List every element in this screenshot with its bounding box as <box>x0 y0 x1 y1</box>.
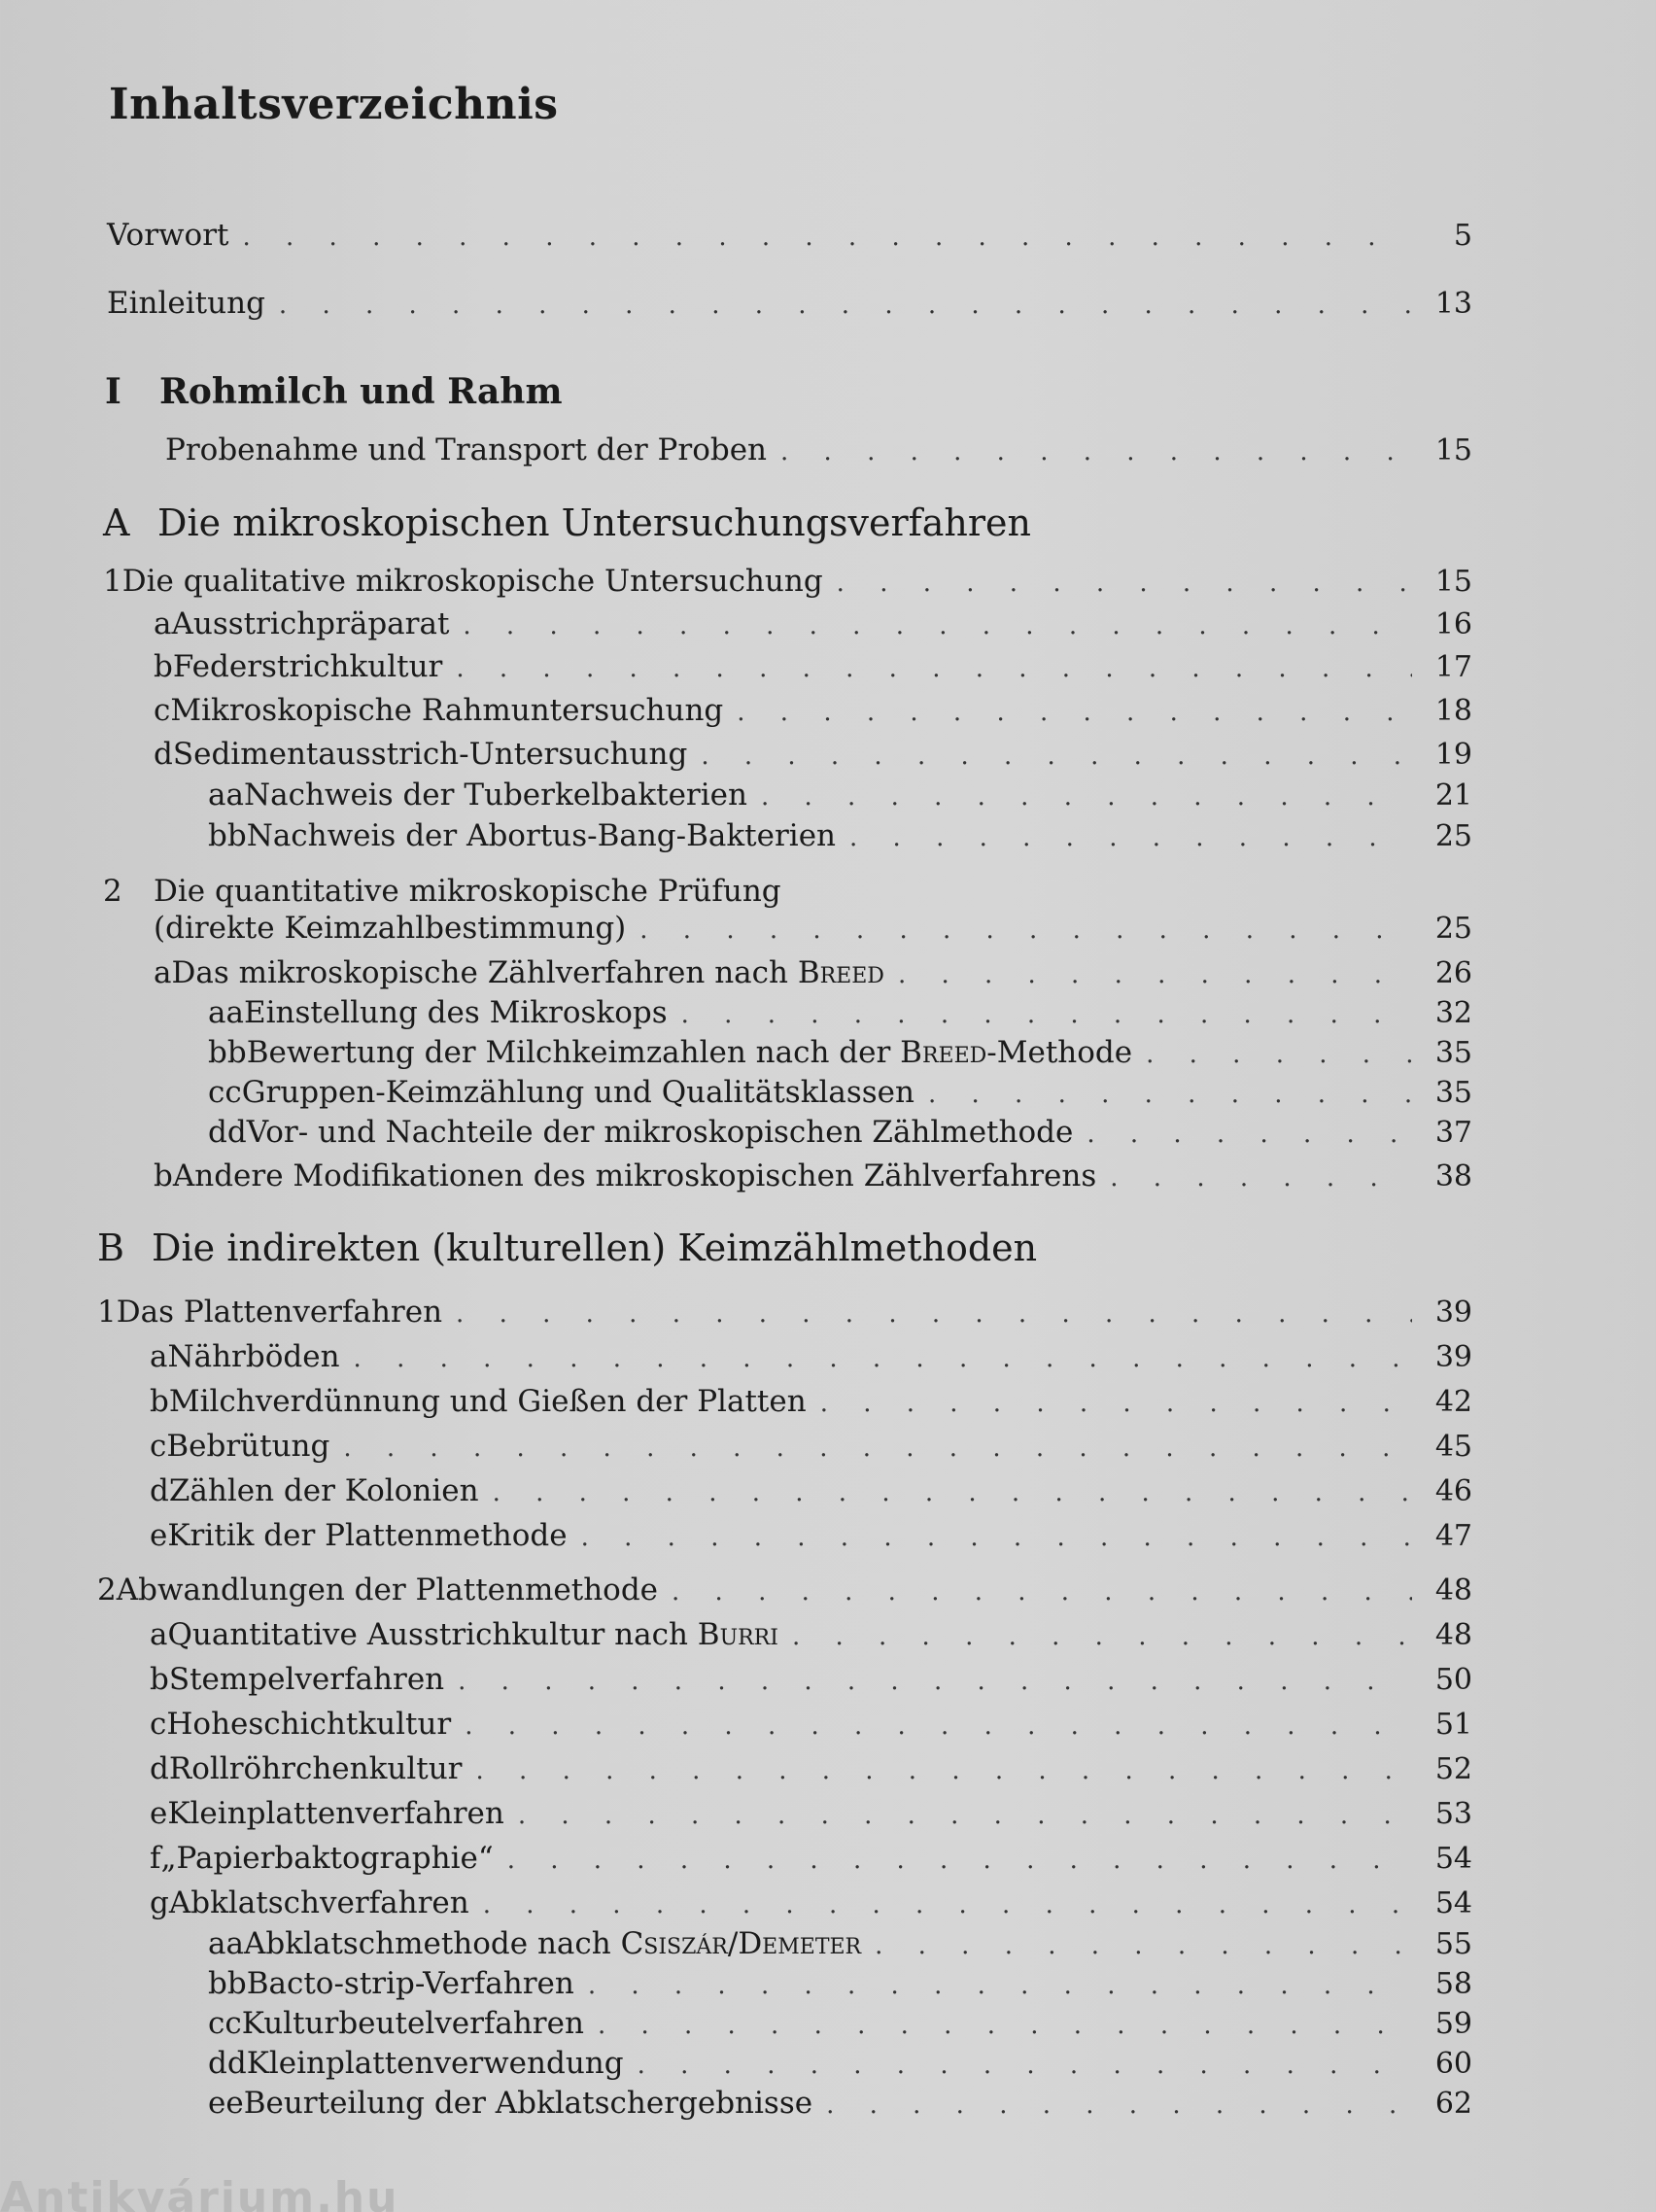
toc-entry-b2g-ee[interactable] <box>208 2084 1472 2125</box>
section-heading-b <box>97 1227 1037 1269</box>
entry-number: cc <box>208 2006 242 2041</box>
chapter-title: Rohmilch und Rahm <box>159 371 563 412</box>
toc-entry-a2-line1[interactable] <box>103 872 781 911</box>
leader-dots <box>243 218 1413 257</box>
toc-entry-a2b[interactable] <box>154 1157 1472 1197</box>
entry-page: 62 <box>1434 2087 1472 2121</box>
entry-number: ee <box>208 2086 244 2121</box>
entry-label: Gruppen-Keimzählung und Qualitätsklassen <box>241 1075 914 1110</box>
toc-entry-b2g-cc[interactable] <box>208 2004 1472 2045</box>
entry-number: 1 <box>103 564 122 599</box>
leader-dots <box>701 737 1412 776</box>
entry-label: Abklatschmethode nach <box>243 1926 621 1961</box>
entry-number: cc <box>208 1075 242 1110</box>
entry-page: 37 <box>1434 1116 1472 1150</box>
leader-dots <box>849 818 1412 857</box>
entry-page: 18 <box>1434 694 1472 728</box>
author-name: Csiszár/Demeter <box>620 1926 862 1961</box>
entry-label: Bebrütung <box>166 1429 330 1464</box>
entry-page: 21 <box>1434 778 1472 812</box>
entry-number: b <box>150 1662 169 1697</box>
section-title: Die indirekten (kulturellen) Keimzählmethoden <box>152 1227 1038 1269</box>
entry-number: c <box>150 1707 167 1742</box>
toc-entry-b2c[interactable] <box>150 1705 1472 1745</box>
toc-entry-b1[interactable] <box>97 1293 1472 1333</box>
entry-page: 54 <box>1434 1886 1472 1920</box>
leader-dots <box>928 1075 1412 1114</box>
toc-entry-a2a-dd[interactable] <box>208 1113 1472 1154</box>
toc-entry-b2g-bb[interactable] <box>208 1964 1472 2005</box>
entry-page: 13 <box>1434 287 1472 321</box>
leader-dots <box>820 1384 1412 1423</box>
leader-dots <box>681 995 1412 1034</box>
toc-entry-b1c[interactable] <box>150 1427 1472 1468</box>
entry-page: 38 <box>1434 1159 1472 1193</box>
entry-label: „Papierbaktographie“ <box>160 1841 494 1876</box>
entry-number: 1 <box>97 1295 117 1330</box>
entry-label: Abklatschverfahren <box>168 1885 469 1920</box>
entry-label: Vorwort <box>107 218 229 253</box>
toc-entry-b2f[interactable] <box>150 1839 1472 1880</box>
leader-dots <box>465 1707 1412 1745</box>
entry-number: bb <box>208 818 247 853</box>
leader-dots <box>458 1662 1412 1701</box>
toc-entry-a1a[interactable] <box>154 605 1472 645</box>
leader-dots <box>639 911 1412 950</box>
entry-number: bb <box>208 1035 247 1070</box>
entry-number: 2 <box>103 874 122 909</box>
entry-label: (direkte Keimzahlbestimmung) <box>154 911 627 946</box>
entry-number: b <box>150 1384 169 1419</box>
toc-entry-a1d[interactable] <box>154 735 1472 776</box>
entry-label: Ausstrichpräparat <box>171 606 450 641</box>
entry-label: Abwandlungen der Plattenmethode <box>116 1573 659 1607</box>
entry-number: d <box>150 1473 169 1508</box>
entry-page: 58 <box>1434 1967 1472 2001</box>
entry-label: Einleitung <box>107 286 265 321</box>
leader-dots <box>476 1751 1412 1790</box>
leader-dots <box>875 1926 1412 1965</box>
entry-number: aa <box>208 1926 244 1961</box>
leader-dots <box>581 1518 1412 1557</box>
entry-label: Stempelverfahren <box>168 1662 445 1697</box>
leader-dots <box>518 1796 1412 1835</box>
entry-page: 26 <box>1434 956 1472 990</box>
author-name: Burri <box>697 1617 778 1652</box>
entry-page: 48 <box>1434 1618 1472 1652</box>
entry-page: 16 <box>1434 607 1472 641</box>
entry-number: e <box>150 1518 168 1553</box>
entry-number: c <box>154 693 171 728</box>
entry-page: 5 <box>1453 219 1472 253</box>
leader-dots <box>826 2086 1412 2125</box>
entry-page: 42 <box>1434 1385 1472 1419</box>
entry-label: Kulturbeutelverfahren <box>241 2006 584 2041</box>
entry-number: d <box>154 737 173 772</box>
entry-label: Hoheschichtkultur <box>166 1707 452 1742</box>
entry-label: Quantitative Ausstrichkultur nach <box>167 1617 698 1652</box>
entry-label: Probenahme und Transport der Proben <box>165 432 768 467</box>
entry-number: f <box>150 1841 161 1876</box>
entry-number: a <box>154 955 172 990</box>
entry-number: b <box>154 649 173 684</box>
leader-dots <box>837 564 1412 603</box>
section-number: A <box>103 501 130 544</box>
entry-label: Das Plattenverfahren <box>116 1295 443 1330</box>
entry-page: 15 <box>1434 565 1472 599</box>
entry-page: 48 <box>1434 1573 1472 1607</box>
entry-number: a <box>150 1339 168 1374</box>
leader-dots <box>898 955 1412 994</box>
entry-label: Nährböden <box>167 1339 340 1374</box>
entry-page: 46 <box>1434 1474 1472 1508</box>
entry-page: 55 <box>1434 1927 1472 1961</box>
leader-dots <box>588 1966 1412 2005</box>
toc-entry-a2a-cc[interactable] <box>208 1073 1472 1114</box>
entry-label: Andere Modifikationen des mikroskopischen Zählverfahrens <box>172 1158 1097 1193</box>
entry-label: Federstrichkultur <box>172 649 443 684</box>
page-title: Inhaltsverzeichnis <box>109 80 559 129</box>
entry-number: d <box>150 1751 169 1786</box>
entry-page: 35 <box>1434 1076 1472 1110</box>
leader-dots <box>483 1885 1412 1924</box>
entry-label: Einstellung des Mikroskops <box>243 995 668 1030</box>
entry-label: Sedimentausstrich-Untersuchung <box>172 737 688 772</box>
section-number: B <box>97 1227 124 1269</box>
author-name: Breed <box>900 1035 987 1070</box>
entry-label-suffix: -Methode <box>986 1035 1133 1070</box>
entry-label: Rollröhrchenkultur <box>168 1751 463 1786</box>
author-name: Breed <box>797 955 884 990</box>
entry-page: 52 <box>1434 1752 1472 1786</box>
entry-page: 53 <box>1434 1797 1472 1831</box>
toc-entry-b2g-dd[interactable] <box>208 2044 1472 2085</box>
entry-page: 59 <box>1434 2007 1472 2041</box>
toc-entry-b1b[interactable] <box>150 1382 1472 1423</box>
leader-dots <box>761 778 1412 816</box>
leader-dots <box>343 1429 1412 1468</box>
entry-label: Kritik der Plattenmethode <box>167 1518 568 1553</box>
toc-entry-a1b[interactable] <box>154 647 1472 688</box>
toc-entry-a1d-bb[interactable] <box>208 816 1472 857</box>
entry-number: c <box>150 1429 167 1464</box>
leader-dots <box>354 1339 1412 1378</box>
entry-number: a <box>150 1617 168 1652</box>
chapter-heading <box>105 371 563 412</box>
section-heading-a <box>103 501 1031 544</box>
toc-entry-vorwort[interactable] <box>107 216 1472 257</box>
entry-label: Vor- und Nachteile der mikroskopischen Zählmethode <box>246 1115 1074 1150</box>
entry-number: aa <box>208 995 244 1030</box>
entry-label: Kleinplattenverfahren <box>167 1796 504 1831</box>
entry-page: 25 <box>1434 819 1472 853</box>
entry-label: Milchverdünnung und Gießen der Platten <box>168 1384 807 1419</box>
entry-number: b <box>154 1158 173 1193</box>
leader-dots <box>780 432 1412 471</box>
watermark: Antikvárium.hu <box>0 2173 399 2212</box>
entry-label: Beurteilung der Abklatschergebnisse <box>243 2086 813 2121</box>
entry-page: 39 <box>1434 1340 1472 1374</box>
toc-entry-a1[interactable] <box>103 562 1472 603</box>
entry-page: 60 <box>1434 2047 1472 2081</box>
toc-entry-a2a-bb[interactable] <box>208 1033 1472 1074</box>
entry-number: a <box>154 606 172 641</box>
leader-dots <box>1087 1115 1412 1154</box>
entry-label: Das mikroskopische Zählverfahren nach <box>171 955 798 990</box>
entry-page: 25 <box>1434 912 1472 946</box>
toc-entry-b2d[interactable] <box>150 1749 1472 1790</box>
leader-dots <box>598 2006 1412 2045</box>
toc-entry-a2a[interactable] <box>154 953 1472 994</box>
entry-page: 45 <box>1434 1430 1472 1464</box>
toc-entry-b2g[interactable] <box>150 1884 1472 1924</box>
leader-dots <box>493 1473 1412 1512</box>
entry-number: bb <box>208 1966 247 2001</box>
toc-entry-b2[interactable] <box>97 1571 1472 1611</box>
entry-page: 51 <box>1434 1708 1472 1742</box>
leader-dots <box>1146 1035 1412 1074</box>
entry-number: e <box>150 1796 168 1831</box>
leader-dots <box>737 693 1412 732</box>
leader-dots <box>507 1841 1412 1880</box>
entry-page: 54 <box>1434 1842 1472 1876</box>
entry-label: Nachweis der Abortus-Bang-Bakterien <box>246 818 837 853</box>
entry-page: 15 <box>1434 433 1472 467</box>
entry-page: 47 <box>1434 1519 1472 1553</box>
entry-number: aa <box>208 778 244 812</box>
entry-number: dd <box>208 2046 247 2081</box>
toc-entry-a2-line2[interactable] <box>154 909 1472 950</box>
toc-entry-b2b[interactable] <box>150 1660 1472 1701</box>
chapter-number: I <box>105 371 121 412</box>
leader-dots <box>456 649 1412 688</box>
entry-page: 17 <box>1434 650 1472 684</box>
entry-page: 19 <box>1434 738 1472 772</box>
toc-entry-b2g-aa[interactable] <box>208 1924 1472 1965</box>
toc-entry-b1d[interactable] <box>150 1471 1472 1512</box>
leader-dots <box>279 286 1412 325</box>
toc-entry-a1c[interactable] <box>154 691 1472 732</box>
entry-page: 50 <box>1434 1663 1472 1697</box>
toc-entry-a2a-aa[interactable] <box>208 993 1472 1034</box>
entry-label: Nachweis der Tuberkelbakterien <box>243 778 747 812</box>
leader-dots <box>672 1573 1412 1611</box>
entry-label: Bacto-strip-Verfahren <box>246 1966 574 2001</box>
entry-label: Zählen der Kolonien <box>168 1473 479 1508</box>
section-title: Die mikroskopischen Untersuchungsverfahren <box>157 501 1031 544</box>
toc-entry-a1d-aa[interactable] <box>208 776 1472 816</box>
entry-page: 39 <box>1434 1296 1472 1330</box>
entry-page: 35 <box>1434 1036 1472 1070</box>
toc-entry-b2a[interactable] <box>150 1615 1472 1656</box>
entry-number: g <box>150 1885 169 1920</box>
leader-dots <box>1110 1158 1412 1197</box>
toc-entry-b1a[interactable] <box>150 1337 1472 1378</box>
toc-entry-b1e[interactable] <box>150 1516 1472 1557</box>
entry-label: Die quantitative mikroskopische Prüfung <box>154 874 781 909</box>
entry-number: dd <box>208 1115 247 1150</box>
entry-label: Mikroskopische Rahmuntersuchung <box>170 693 724 728</box>
leader-dots <box>456 1295 1412 1333</box>
entry-label: Kleinplattenverwendung <box>246 2046 624 2081</box>
leader-dots <box>638 2046 1412 2085</box>
leader-dots <box>463 606 1412 645</box>
entry-page: 32 <box>1434 996 1472 1030</box>
toc-entry-b2e[interactable] <box>150 1794 1472 1835</box>
toc-entry-probenahme[interactable] <box>165 431 1472 471</box>
entry-number: 2 <box>97 1573 117 1607</box>
entry-label: Bewertung der Milchkeimzahlen nach der <box>246 1035 901 1070</box>
leader-dots <box>792 1617 1412 1656</box>
entry-label: Die qualitative mikroskopische Untersuchung <box>121 564 823 599</box>
toc-entry-einleitung[interactable] <box>107 284 1472 325</box>
